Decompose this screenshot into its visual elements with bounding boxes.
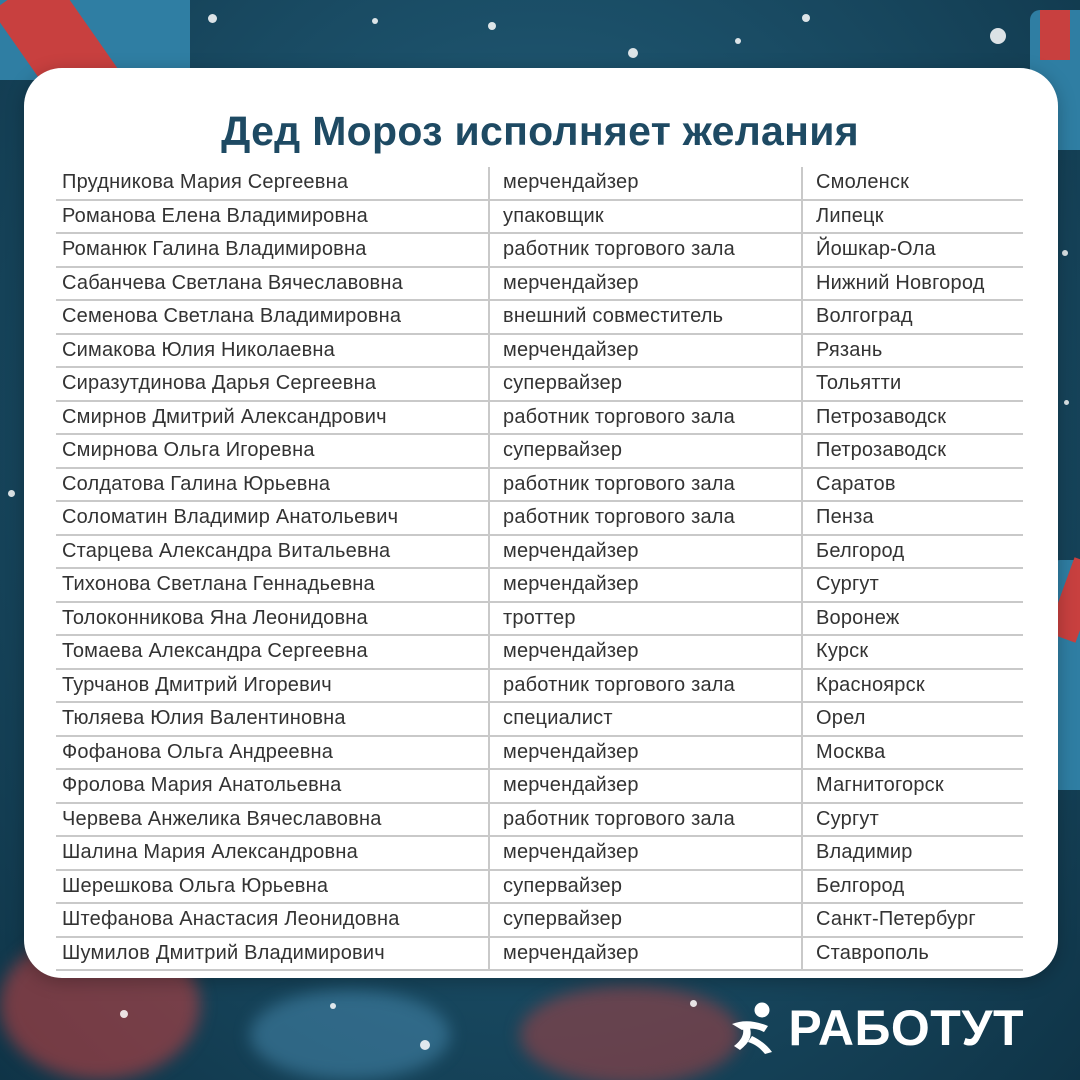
position-cell: упаковщик: [489, 200, 802, 234]
city-cell: Петрозаводск: [802, 434, 1023, 468]
snowflake: [420, 1040, 430, 1050]
name-cell: Соломатин Владимир Анатольевич: [56, 501, 489, 535]
name-cell: Смирнов Дмитрий Александрович: [56, 401, 489, 435]
table-row: [56, 367, 1023, 401]
name-cell: Тюляева Юлия Валентиновна: [56, 702, 489, 736]
table-row: [56, 167, 1023, 200]
position-cell: мерчендайзер: [489, 769, 802, 803]
position-cell: мерчендайзер: [489, 836, 802, 870]
name-cell: Фофанова Ольга Андреевна: [56, 736, 489, 770]
logo-text: РАБОТУТ: [788, 1000, 1024, 1056]
city-cell: Сургут: [802, 803, 1023, 837]
name-cell: Шалина Мария Александровна: [56, 836, 489, 870]
position-cell: работник торгового зала: [489, 501, 802, 535]
name-cell: Шерешкова Ольга Юрьевна: [56, 870, 489, 904]
table-row: [56, 903, 1023, 937]
winners-table-body: [56, 167, 1023, 970]
table-row: [56, 702, 1023, 736]
position-cell: супервайзер: [489, 870, 802, 904]
table-row: [56, 468, 1023, 502]
winners-table: [56, 167, 1023, 971]
snowflake: [802, 14, 810, 22]
position-cell: мерчендайзер: [489, 635, 802, 669]
name-cell: Фролова Мария Анатольевна: [56, 769, 489, 803]
snowflake: [208, 14, 217, 23]
city-cell: Пенза: [802, 501, 1023, 535]
table-row: [56, 836, 1023, 870]
snowflake: [628, 48, 638, 58]
name-cell: Старцева Александра Витальевна: [56, 535, 489, 569]
city-cell: Рязань: [802, 334, 1023, 368]
name-cell: Шумилов Дмитрий Владимирович: [56, 937, 489, 971]
snowflake: [372, 18, 378, 24]
position-cell: работник торгового зала: [489, 468, 802, 502]
name-cell: Сиразутдинова Дарья Сергеевна: [56, 367, 489, 401]
table-row: [56, 769, 1023, 803]
position-cell: мерчендайзер: [489, 167, 802, 200]
city-cell: Красноярск: [802, 669, 1023, 703]
snowflake: [690, 1000, 697, 1007]
table-row: [56, 200, 1023, 234]
position-cell: супервайзер: [489, 903, 802, 937]
table-row: [56, 635, 1023, 669]
city-cell: Белгород: [802, 535, 1023, 569]
table-row: [56, 300, 1023, 334]
snowflake: [8, 490, 15, 497]
position-cell: работник торгового зала: [489, 401, 802, 435]
position-cell: мерчендайзер: [489, 568, 802, 602]
city-cell: Липецк: [802, 200, 1023, 234]
city-cell: Орел: [802, 702, 1023, 736]
table-row: [56, 334, 1023, 368]
table-row: [56, 669, 1023, 703]
name-cell: Солдатова Галина Юрьевна: [56, 468, 489, 502]
name-cell: Романюк Галина Владимировна: [56, 233, 489, 267]
position-cell: мерчендайзер: [489, 334, 802, 368]
position-cell: мерчендайзер: [489, 736, 802, 770]
city-cell: Петрозаводск: [802, 401, 1023, 435]
snowflake: [735, 38, 741, 44]
table-row: [56, 870, 1023, 904]
position-cell: троттер: [489, 602, 802, 636]
position-cell: работник торгового зала: [489, 233, 802, 267]
page-title: Дед Мороз исполняет желания: [221, 108, 859, 154]
city-cell: Магнитогорск: [802, 769, 1023, 803]
table-row: [56, 401, 1023, 435]
city-cell: Ставрополь: [802, 937, 1023, 971]
running-person-icon: [728, 1002, 778, 1054]
position-cell: мерчендайзер: [489, 267, 802, 301]
city-cell: Йошкар-Ола: [802, 233, 1023, 267]
position-cell: внешний совместитель: [489, 300, 802, 334]
name-cell: Толоконникова Яна Леонидовна: [56, 602, 489, 636]
city-cell: Санкт-Петербург: [802, 903, 1023, 937]
table-row: [56, 434, 1023, 468]
table-row: [56, 233, 1023, 267]
name-cell: Червева Анжелика Вячеславовна: [56, 803, 489, 837]
name-cell: Штефанова Анастасия Леонидовна: [56, 903, 489, 937]
name-cell: Томаева Александра Сергеевна: [56, 635, 489, 669]
city-cell: Смоленск: [802, 167, 1023, 200]
position-cell: супервайзер: [489, 434, 802, 468]
position-cell: специалист: [489, 702, 802, 736]
snowflake: [120, 1010, 128, 1018]
name-cell: Прудникова Мария Сергеевна: [56, 167, 489, 200]
city-cell: Тольятти: [802, 367, 1023, 401]
city-cell: Нижний Новгород: [802, 267, 1023, 301]
city-cell: Воронеж: [802, 602, 1023, 636]
city-cell: Сургут: [802, 568, 1023, 602]
name-cell: Смирнова Ольга Игоревна: [56, 434, 489, 468]
city-cell: Владимир: [802, 836, 1023, 870]
snowflake: [330, 1003, 336, 1009]
table-row: [56, 803, 1023, 837]
table-row: [56, 501, 1023, 535]
table-row: [56, 568, 1023, 602]
name-cell: Турчанов Дмитрий Игоревич: [56, 669, 489, 703]
table-row: [56, 267, 1023, 301]
position-cell: мерчендайзер: [489, 535, 802, 569]
rabotut-logo: [728, 998, 1024, 1058]
position-cell: работник торгового зала: [489, 803, 802, 837]
city-cell: Волгоград: [802, 300, 1023, 334]
snowflake: [1062, 250, 1068, 256]
table-row: [56, 602, 1023, 636]
city-cell: Белгород: [802, 870, 1023, 904]
name-cell: Симакова Юлия Николаевна: [56, 334, 489, 368]
position-cell: супервайзер: [489, 367, 802, 401]
position-cell: мерчендайзер: [489, 937, 802, 971]
name-cell: Тихонова Светлана Геннадьевна: [56, 568, 489, 602]
table-row: [56, 535, 1023, 569]
city-cell: Курск: [802, 635, 1023, 669]
table-row: [56, 736, 1023, 770]
table-row: [56, 937, 1023, 971]
snowflake: [990, 28, 1006, 44]
ribbon-top-right: [1040, 10, 1070, 60]
snowflake: [1064, 400, 1069, 405]
name-cell: Романова Елена Владимировна: [56, 200, 489, 234]
name-cell: Семенова Светлана Владимировна: [56, 300, 489, 334]
bokeh-blue-bottom: [250, 990, 450, 1080]
city-cell: Москва: [802, 736, 1023, 770]
name-cell: Сабанчева Светлана Вячеславовна: [56, 267, 489, 301]
snowflake: [488, 22, 496, 30]
bokeh-red-bottom-mid: [520, 985, 740, 1080]
city-cell: Саратов: [802, 468, 1023, 502]
position-cell: работник торгового зала: [489, 669, 802, 703]
